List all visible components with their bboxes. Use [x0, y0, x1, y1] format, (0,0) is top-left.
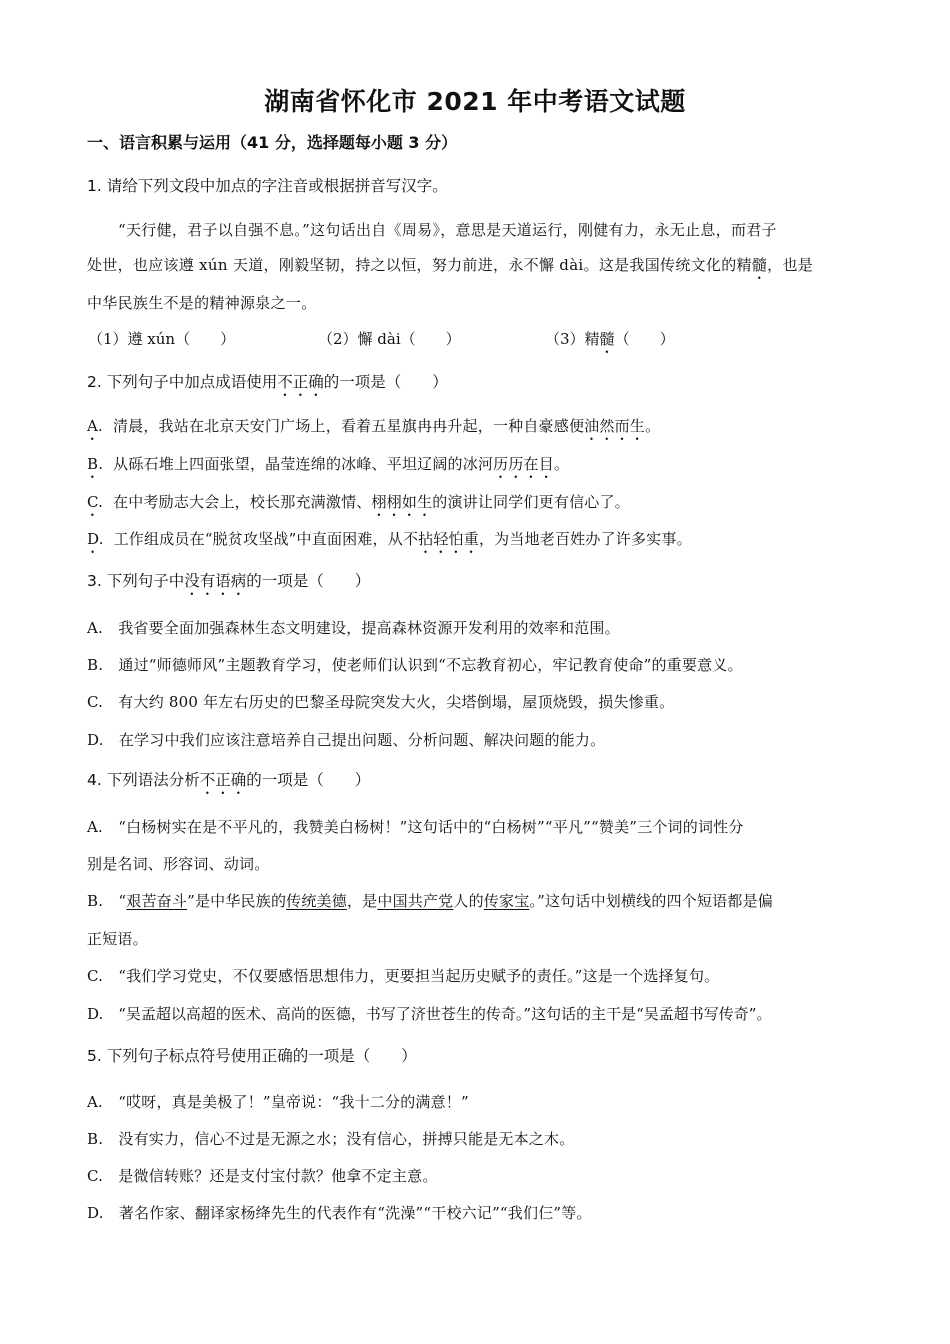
option-d: D. 在学习中我们应该注意培养自己提出问题、分析问题、解决问题的能力。: [87, 731, 606, 749]
question-1-stem: [87, 176, 448, 196]
question-number: 4.: [87, 771, 102, 789]
passage-line-2: [87, 255, 813, 283]
option-a: A. “哎呀，真是美极了！”皇帝说：“我十二分的满意！”: [87, 1093, 469, 1111]
option-c: [87, 492, 630, 520]
option-text: ，为当地老百姓办了许多实事。: [478, 530, 692, 548]
dotted-idiom: 历历在目: [493, 455, 554, 473]
passage-text: ，也是: [767, 256, 814, 274]
section-heading: 一、语言积累与运用（41 分，选择题每小题 3 分）: [87, 133, 458, 152]
dotted-idiom: 栩栩如生: [371, 493, 433, 511]
option-b-line-1: [87, 891, 773, 911]
option-text: 人的: [453, 892, 484, 910]
sub-question-3: [545, 329, 675, 357]
question-3-stem: [87, 571, 370, 599]
page-title: 湖南省怀化市 2021 年中考语文试题: [264, 87, 686, 116]
option-letter: B.: [87, 455, 104, 473]
option-text: 工作组成员在“脱贫攻坚战”中直面困难，从不: [113, 530, 419, 548]
option-letter: C.: [87, 493, 104, 511]
option-text: 。: [553, 455, 570, 473]
question-text: 的一项是（ ）: [246, 572, 371, 590]
passage-text: 处世，也应该遵 xún 天道，刚毅坚韧，持之以恒，努力前进，永不懈 dài。这是我国传统文化的精: [87, 256, 752, 274]
option-b: [87, 454, 569, 482]
option-text: 清晨，我站在北京天安门广场上，看着五星旗冉冉升起，一种自豪感便: [112, 417, 585, 435]
question-number: 5.: [87, 1047, 102, 1065]
option-letter: D.: [87, 530, 104, 548]
dotted-idiom: 油然而生: [584, 417, 645, 435]
option-d: [87, 529, 692, 557]
option-text: 从砾石堆上四面张望，晶莹连绵的冰峰、平坦辽阔的冰河: [113, 455, 494, 473]
question-text: 下列句子标点符号使用正确的一项是（ ）: [106, 1047, 417, 1065]
underlined-phrase: 艰苦奋斗: [126, 892, 188, 910]
dotted-char: 髓: [599, 330, 615, 348]
option-c: C. 是微信转账？还是支付宝付款？他拿不定主意。: [87, 1167, 438, 1185]
option-text: 的演讲让同学们更有信心了。: [432, 493, 630, 511]
option-c: C. 有大约 800 年左右历史的巴黎圣母院突发大火，尖塔倒塌，屋顶烧毁，损失惨重。: [87, 693, 675, 711]
option-text: B. “: [87, 892, 127, 910]
option-text: ”是中华民族的: [187, 892, 287, 910]
passage-line-1: “天行健，君子以自强不息。”这句话出自《周易》，意思是天道运行，刚健有力，永无止息，而君子: [118, 221, 777, 239]
option-text: 。”这句话中划横线的四个短语都是偏: [529, 892, 773, 910]
question-2-stem: [87, 372, 448, 400]
option-b: B. 通过“师德师风”主题教育学习，使老师们认识到“不忘教育初心，牢记教育使命”的重要意义。: [87, 656, 743, 674]
question-text: 下列句子中: [106, 572, 185, 590]
question-text: 请给下列文段中加点的字注音或根据拼音写汉字。: [106, 177, 448, 195]
question-number: 2.: [87, 373, 102, 391]
dotted-char: 髓: [751, 256, 768, 274]
emphasis-text: 不正确: [277, 373, 324, 391]
option-a-line-1: A. “白杨树实在是不平凡的，我赞美白杨树！”这句话中的“白杨树”“平凡”“赞美”三个词的词性分: [87, 818, 744, 836]
dotted-idiom: 拈轻怕重: [418, 530, 479, 548]
option-a: [87, 416, 660, 444]
question-4-stem: [87, 770, 370, 798]
question-5-stem: [87, 1046, 417, 1066]
emphasis-text: 不正确: [199, 771, 247, 789]
underlined-phrase: 传家宝: [483, 892, 530, 910]
passage-line-3: 中华民族生不是的精神源泉之一。: [87, 294, 317, 312]
option-b-line-2: 正短语。: [87, 930, 148, 948]
emphasis-text: 没有语病: [184, 572, 247, 590]
option-text: ，是: [346, 892, 378, 910]
answer-blank: （ ）: [614, 330, 675, 348]
option-text: 。: [644, 417, 661, 435]
question-text: 的一项是（ ）: [323, 373, 448, 391]
question-text: 下列语法分析: [106, 771, 200, 789]
option-d: D. 著名作家、翻译家杨绛先生的代表作有“洗澡”“干校六记”“我们仨”等。: [87, 1204, 592, 1222]
sub-question-1: （1）遵 xún（ ）: [88, 330, 236, 348]
sub-question-text: （3）精: [545, 330, 600, 348]
option-a-line-2: 别是名词、形容词、动词。: [87, 855, 270, 873]
option-text: 在中考励志大会上，校长那充满激情、: [113, 493, 372, 511]
option-a: A. 我省要全面加强森林生态文明建设，提高森林资源开发利用的效率和范围。: [87, 619, 620, 637]
option-d: D. “吴孟超以高超的医术、高尚的医德，书写了济世苍生的传奇。”这句话的主干是“吴孟超书写传奇”。: [87, 1005, 772, 1023]
option-c: C. “我们学习党史，不仅要感悟思想伟力，更要担当起历史赋予的责任。”这是一个选择复句。: [87, 967, 720, 985]
underlined-phrase: 中国共产党: [377, 892, 454, 910]
sub-question-2: （2）懈 dài（ ）: [318, 330, 461, 348]
question-number: 1.: [87, 177, 102, 195]
option-b: B. 没有实力，信心不过是无源之水；没有信心，拼搏只能是无本之木。: [87, 1130, 575, 1148]
question-text: 的一项是（ ）: [246, 771, 371, 789]
question-text: 下列句子中加点成语使用: [106, 373, 278, 391]
question-number: 3.: [87, 572, 102, 590]
option-letter: A.: [87, 417, 104, 435]
underlined-phrase: 传统美德: [286, 892, 347, 910]
